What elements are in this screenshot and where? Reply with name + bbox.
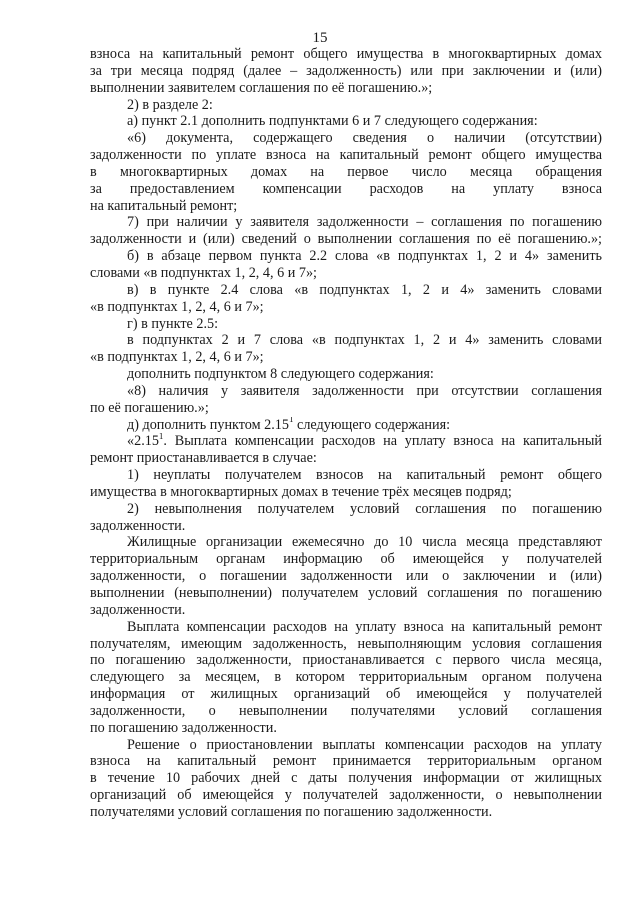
text-line-content: «6) документа, содержащего сведения о наличии (отсутствии): [127, 130, 602, 147]
text-line: [90, 652, 602, 669]
text-line-content: а) пункт 2.1 дополнить подпунктами 6 и 7 следующего содержания:: [127, 113, 538, 130]
text-line-content: г) в пункте 2.5:: [127, 315, 219, 332]
text-line-content: имущества в многоквартирных домах в течение трёх месяцев подряд;: [90, 483, 512, 500]
text-line-content: получателям, имеющим задолженность, невыполняющим условия соглашения: [90, 635, 602, 652]
text-line: [90, 265, 602, 282]
text-line: [90, 80, 602, 97]
text-line-content: словами «в подпунктах 1, 2, 4, 6 и 7»;: [90, 264, 317, 281]
text-line-content: на капитальный ремонт;: [90, 197, 238, 214]
text-line-content: «8) наличия у заявителя задолженности при отсутствии соглашения: [127, 382, 602, 399]
text-line-content: 2) в разделе 2:: [127, 96, 213, 113]
text-line-content: задолженности по уплате взноса на капитальный ремонт общего имущества: [90, 147, 602, 164]
text-line: [90, 703, 602, 720]
text-line-content: Решение о приостановлении выплаты компенсации расходов на уплату: [127, 736, 602, 753]
text-line-content: взноса на капитальный ремонт принимается территориальным органом: [90, 753, 602, 770]
text-line-content: следующего за месяцем, в котором территориальным органом получена: [90, 669, 602, 686]
text-line: [90, 450, 602, 467]
text-line: [90, 484, 602, 501]
text-line: [90, 332, 602, 349]
text-line: [90, 97, 602, 114]
text-line: [90, 770, 602, 787]
text-line: [90, 231, 602, 248]
text-line: [90, 349, 602, 366]
text-line: [90, 198, 602, 215]
text-line-content: информация от жилищных организаций об имеющейся у получателей: [90, 686, 602, 703]
text-line: [90, 467, 602, 484]
text-line-content: в) в пункте 2.4 слова «в подпунктах 1, 2 и 4» заменить словами: [127, 281, 602, 298]
text-line-content: д) дополнить пунктом 2.15: [127, 416, 289, 433]
text-line: [90, 534, 602, 551]
text-line-tail: . Выплата компенсации расходов на уплату взноса на капитальный: [163, 433, 602, 450]
text-line: [90, 501, 602, 518]
text-line: [90, 720, 602, 737]
text-line: [90, 181, 602, 198]
document-body: [90, 46, 602, 821]
text-line-content: задолженности.: [90, 517, 186, 534]
text-line: [90, 316, 602, 333]
text-line: [90, 787, 602, 804]
text-line: [90, 737, 602, 754]
text-line-content: Жилищные организации ежемесячно до 10 числа месяца представляют: [127, 534, 602, 551]
text-line-content: за предоставлением компенсации расходов на уплату взноса: [90, 180, 602, 197]
text-line: [90, 113, 602, 130]
text-line-content: «в подпунктах 1, 2, 4, 6 и 7»;: [90, 349, 264, 366]
text-line: [90, 46, 602, 63]
text-line: [90, 551, 602, 568]
text-line-content: по её погашению.»;: [90, 399, 209, 416]
superscript: 1: [288, 416, 294, 424]
text-line-content: 7) при наличии у заявителя задолженности – соглашения по погашению: [127, 214, 602, 231]
text-line-content: задолженности, о погашении задолженности или о заключении и (или): [90, 568, 602, 585]
text-line: [90, 147, 602, 164]
text-line: [90, 669, 602, 686]
text-line-content: дополнить подпунктом 8 следующего содержания:: [127, 366, 434, 383]
text-line-content: за три месяца подряд (далее – задолженность) или при заключении и (или): [90, 62, 602, 79]
text-line-content: выполнении (невыполнении) получателем условий соглашения по погашению: [90, 585, 602, 601]
text-line-content: взноса на капитальный ремонт общего имущества в многоквартирных домах: [90, 46, 602, 62]
text-line-content: б) в абзаце первом пункта 2.2 слова «в подпунктах 1, 2 и 4» заменить: [127, 248, 602, 265]
text-line: [90, 164, 602, 181]
text-line: [90, 130, 602, 147]
text-line-content: задолженности и (или) сведений о выполнении соглашения по её погашению.»;: [90, 231, 602, 248]
text-line: [90, 585, 602, 602]
text-line: [90, 383, 602, 400]
text-line: [90, 433, 602, 450]
text-line: [90, 602, 602, 619]
text-line-content: по погашению задолженности, приостанавливается с первого числа месяца,: [90, 652, 602, 669]
text-line-content: организаций об имеющейся у получателей задолженности, о невыполнении: [90, 787, 602, 804]
text-line-content: задолженности, о невыполнении получателями условий соглашения: [90, 702, 602, 719]
text-line-content: в подпунктах 2 и 7 слова «в подпунктах 1, 2 и 4» заменить словами: [127, 332, 602, 349]
text-line-content: Выплата компенсации расходов на уплату взноса на капитальный ремонт: [127, 618, 602, 635]
text-line-content: «2.15: [127, 433, 159, 450]
superscript: 1: [158, 433, 164, 441]
text-line: [90, 248, 602, 265]
text-line: [90, 568, 602, 585]
text-line: [90, 299, 602, 316]
text-line: [90, 282, 602, 299]
text-line: [90, 619, 602, 636]
text-line: [90, 686, 602, 703]
page-number: 15: [312, 30, 328, 46]
text-line-content: «в подпунктах 1, 2, 4, 6 и 7»;: [90, 298, 264, 315]
text-line-content: в многоквартирных домах на первое число месяца обращения: [90, 163, 602, 180]
text-line-content: территориальным органам информацию об имеющейся у получателей: [90, 551, 602, 568]
text-line: [90, 417, 602, 434]
text-line-content: по погашению задолженности.: [90, 719, 277, 736]
text-line-content: получателями условий соглашения по погашению задолженности.: [90, 803, 493, 820]
text-line: [90, 214, 602, 231]
text-line-content: задолженности.: [90, 601, 186, 618]
text-line: [90, 753, 602, 770]
text-line-content: в течение 10 рабочих дней с даты получения информации от жилищных: [90, 770, 602, 787]
text-line: [90, 366, 602, 383]
text-line-content: выполнении заявителем соглашения по её погашению.»;: [90, 79, 433, 96]
text-line-content: ремонт приостанавливается в случае:: [90, 450, 317, 467]
text-line-content: 2) невыполнения получателем условий соглашения по погашению: [127, 500, 602, 517]
text-line: [90, 518, 602, 535]
text-line-content: 1) неуплаты получателем взносов на капитальный ремонт общего: [127, 467, 602, 484]
text-line: [90, 63, 602, 80]
text-line: [90, 636, 602, 653]
text-line-tail: следующего содержания:: [293, 416, 451, 433]
text-line: [90, 804, 602, 821]
text-line: [90, 400, 602, 417]
